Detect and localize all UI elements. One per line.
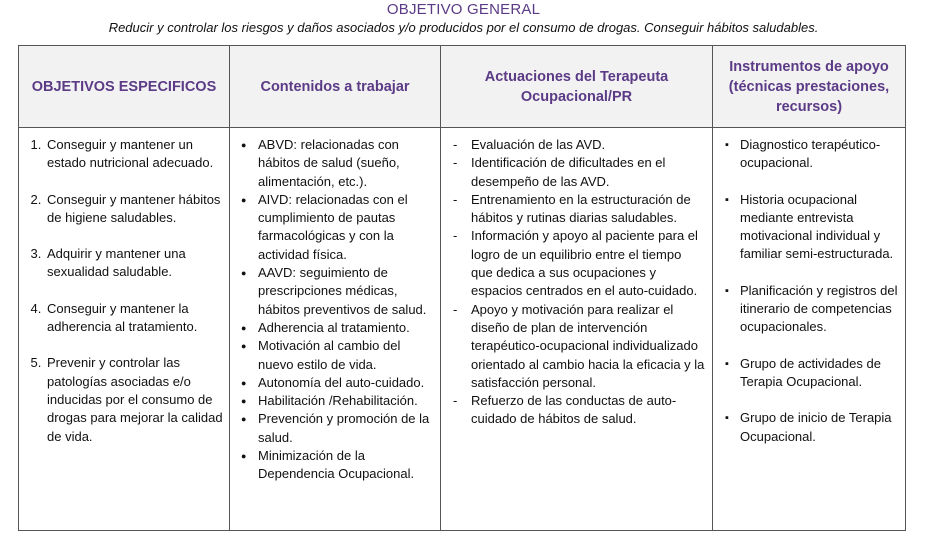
objetivo-item: 5. Prevenir y controlar las patologías asociadas e/o inducidas por el consumo de drogas para mejorar la calidad de vida. bbox=[45, 354, 223, 445]
actuaciones-cell bbox=[441, 128, 713, 531]
contenido-item: ● ABVD: relacionadas con hábitos de salud (sueño, alimentación, etc.). bbox=[236, 136, 434, 191]
contenido-item: ● Habilitación /Rehabilitación. bbox=[236, 392, 434, 410]
actuacion-item: - Entrenamiento en la estructuración de hábitos y rutinas diarias saludables. bbox=[447, 191, 706, 228]
instrumento-item: ▪ Historia ocupacional mediante entrevista motivacional individual y familiar semi-estructurada. bbox=[719, 191, 899, 264]
instrumentos-list bbox=[719, 136, 899, 446]
objetivo-item: 4. Conseguir y mantener la adherencia al tratamiento. bbox=[45, 300, 223, 337]
instrumento-item: ▪ Planificación y registros del itinerario de competencias ocupacionales. bbox=[719, 282, 899, 337]
contenidos-cell bbox=[230, 128, 441, 531]
instrumento-item: ▪ Diagnostico terapéutico-ocupacional. bbox=[719, 136, 899, 173]
instrumentos-cell bbox=[713, 128, 906, 531]
contenido-item: ● AIVD: relacionadas con el cumplimiento de pautas farmacológicas y con la actividad física. bbox=[236, 191, 434, 264]
objetivo-item: 2. Conseguir y mantener hábitos de higiene saludables. bbox=[45, 191, 223, 228]
contenido-item: ● Adherencia al tratamiento. bbox=[236, 319, 434, 337]
contenido-item: ● Motivación al cambio del nuevo estilo de vida. bbox=[236, 337, 434, 374]
header-instrumentos: Instrumentos de apoyo (técnicas prestaciones, recursos) bbox=[713, 46, 906, 128]
general-objective-title: OBJETIVO GENERAL bbox=[386, 1, 541, 18]
objetivo-item: 3. Adquirir y mantener una sexualidad saludable. bbox=[45, 245, 223, 282]
instrumento-item: ▪ Grupo de inicio de Terapia Ocupacional. bbox=[719, 409, 899, 446]
objetivos-cell bbox=[19, 128, 230, 531]
instrumento-item: ▪ Grupo de actividades de Terapia Ocupacional. bbox=[719, 355, 899, 392]
actuacion-item: - Refuerzo de las conductas de auto-cuidado de hábitos de salud. bbox=[447, 392, 706, 429]
contenido-item: ● Prevención y promoción de la salud. bbox=[236, 410, 434, 447]
header-objetivos: OBJETIVOS ESPECIFICOS bbox=[19, 46, 230, 128]
header-actuaciones: Actuaciones del Terapeuta Ocupacional/PR bbox=[441, 46, 713, 128]
table-row bbox=[19, 128, 906, 531]
actuacion-item: - Información y apoyo al paciente para el logro de un equilibrio entre el tiempo que dedica a sus ocupaciones y espacios centrados en el auto-cuidado. bbox=[447, 227, 706, 300]
objetivo-item: 1. Conseguir y mantener un estado nutricional adecuado. bbox=[45, 136, 223, 173]
contenido-item: ● AAVD: seguimiento de prescripciones médicas, hábitos preventivos de salud. bbox=[236, 264, 434, 319]
objetivos-list bbox=[25, 136, 223, 446]
objectives-table bbox=[18, 45, 906, 531]
actuaciones-list bbox=[447, 136, 706, 429]
actuacion-item: - Apoyo y motivación para realizar el diseño de plan de intervención terapéutico-ocupacional individualizado orientado al cambio hacia la eficacia y la satisfacción personal. bbox=[447, 301, 706, 392]
actuacion-item: - Evaluación de las AVD. bbox=[447, 136, 706, 154]
contenido-item: ● Minimización de la Dependencia Ocupacional. bbox=[236, 447, 434, 484]
actuacion-item: - Identificación de dificultades en el desempeño de las AVD. bbox=[447, 154, 706, 191]
contenido-item: ● Autonomía del auto-cuidado. bbox=[236, 374, 434, 392]
table-header-row bbox=[19, 46, 906, 128]
header-contenidos: Contenidos a trabajar bbox=[230, 46, 441, 128]
contenidos-list bbox=[236, 136, 434, 484]
general-objective-description: Reducir y controlar los riesgos y daños asociados y/o producidos por el consumo de drogas. Conseguir hábitos saludables. bbox=[108, 20, 819, 35]
